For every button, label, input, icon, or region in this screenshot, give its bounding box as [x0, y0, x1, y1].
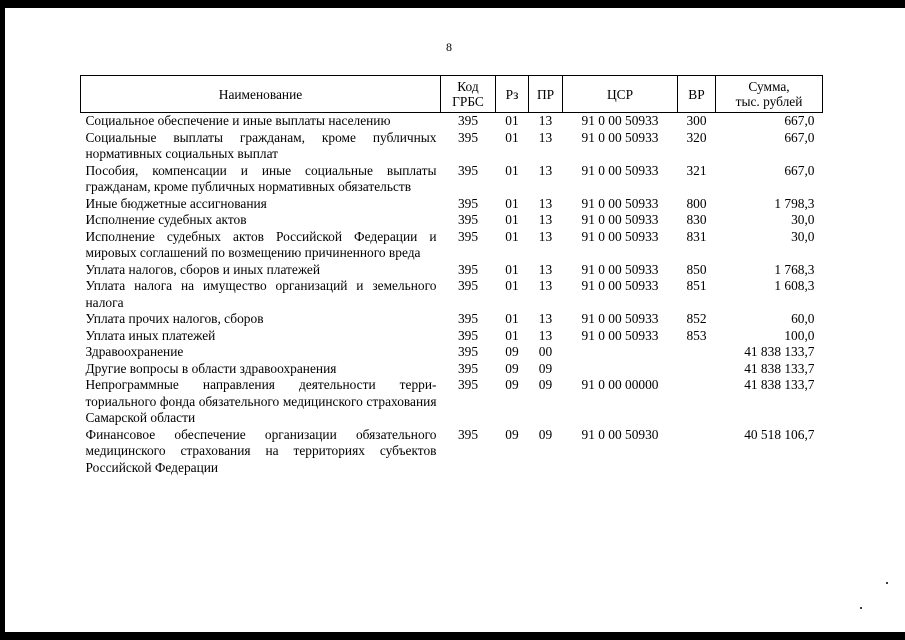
cell-rz: 09 [505, 377, 519, 392]
cell-sum: 100,0 [784, 327, 815, 343]
table-row [81, 427, 823, 477]
cell-grbs: 395 [457, 228, 479, 244]
cell-sum: 667,0 [784, 129, 815, 145]
cell-pr: 13 [538, 278, 553, 293]
cell-pr: 00 [538, 344, 553, 359]
cell-sum: 667,0 [784, 113, 815, 128]
cell-pr: 09 [538, 426, 553, 442]
cell-vr: 321 [686, 162, 707, 178]
cell-name: Финансовое обеспечение организации обязательного медицинского страхования на территориях субъектов Российской Федерации [85, 426, 437, 475]
cell-vr [678, 377, 716, 427]
header-vr: ВР [678, 76, 716, 113]
scan-border-bottom [0, 632, 905, 640]
cell-pr: 13 [538, 212, 553, 227]
table-body [81, 113, 823, 477]
cell-name: Уплата иных платежей [85, 327, 216, 343]
cell-csr: 91 0 00 50933 [581, 195, 659, 211]
cell-sum: 1 798,3 [774, 195, 815, 211]
table-row [81, 344, 823, 361]
cell-csr: 91 0 00 50930 [581, 426, 659, 442]
cell-vr: 300 [686, 113, 707, 128]
scan-speck [886, 582, 888, 584]
table-row [81, 229, 823, 262]
cell-vr [678, 361, 716, 378]
header-name: Наименование [81, 76, 441, 113]
cell-pr: 13 [538, 327, 553, 343]
cell-rz: 01 [505, 311, 519, 326]
cell-pr: 13 [538, 129, 553, 145]
cell-sum: 41 838 133,7 [744, 360, 815, 376]
cell-grbs: 395 [457, 327, 479, 343]
cell-name: Исполнение судебных актов Российской Федерации и мировых соглашений по возмещению причиненного вреда [85, 228, 437, 260]
cell-name: Исполнение судебных актов [85, 212, 247, 227]
cell-grbs: 395 [457, 113, 479, 128]
header-rz: Рз [496, 76, 529, 113]
cell-rz: 01 [505, 278, 519, 293]
header-sum-line1: Сумма, [748, 79, 790, 94]
cell-rz: 09 [505, 426, 519, 442]
cell-name: Уплата налога на имущество организаций и земельного налога [85, 278, 437, 310]
cell-grbs: 395 [457, 278, 479, 293]
header-grbs-line1: Код [457, 79, 479, 94]
table-row [81, 196, 823, 213]
header-grbs [441, 76, 496, 113]
cell-vr: 851 [686, 278, 707, 293]
cell-sum: 60,0 [791, 311, 815, 326]
table-row [81, 311, 823, 328]
cell-vr: 800 [686, 195, 707, 211]
cell-pr: 13 [538, 162, 553, 178]
cell-rz: 09 [505, 344, 519, 359]
cell-name: Социальные выплаты гражданам, кроме публичных нормативных социальных выплат [85, 129, 437, 161]
cell-rz: 01 [505, 327, 519, 343]
cell-pr: 09 [538, 377, 553, 392]
cell-sum: 30,0 [791, 228, 815, 244]
cell-rz: 01 [505, 129, 519, 145]
cell-sum: 667,0 [784, 162, 815, 178]
cell-vr [678, 344, 716, 361]
cell-grbs: 395 [457, 360, 479, 376]
header-pr: ПР [529, 76, 563, 113]
cell-vr: 830 [686, 212, 707, 227]
header-sum-line2: тыс. рублей [735, 94, 803, 109]
cell-grbs: 395 [457, 344, 479, 359]
cell-grbs: 395 [457, 162, 479, 178]
cell-name: Непрограммные направления деятельности терри- ториального фонда обязательного медицинского страхования Самарской области [85, 377, 437, 425]
cell-rz: 09 [505, 360, 519, 376]
cell-sum: 41 838 133,7 [744, 344, 815, 359]
header-grbs-line2: ГРБС [452, 94, 484, 109]
cell-csr [563, 344, 678, 361]
table-row [81, 113, 823, 130]
cell-pr: 13 [538, 228, 553, 244]
cell-pr: 13 [538, 261, 553, 277]
cell-vr: 852 [686, 311, 707, 326]
cell-grbs: 395 [457, 261, 479, 277]
cell-csr: 91 0 00 50933 [581, 327, 659, 343]
cell-name: Здравоохранение [85, 344, 184, 359]
cell-csr: 91 0 00 50933 [581, 162, 659, 178]
cell-rz: 01 [505, 228, 519, 244]
cell-pr: 13 [538, 113, 553, 128]
cell-csr: 91 0 00 50933 [581, 261, 659, 277]
cell-csr [563, 361, 678, 378]
cell-grbs: 395 [457, 377, 479, 392]
table-row [81, 212, 823, 229]
budget-table [80, 75, 823, 476]
cell-name: Пособия, компенсации и иные социальные выплаты гражданам, кроме публичных нормативных обязательств [85, 162, 437, 194]
cell-vr: 853 [686, 327, 707, 343]
cell-name: Уплата налогов, сборов и иных платежей [85, 261, 321, 277]
cell-vr [678, 427, 716, 477]
table-row [81, 361, 823, 378]
cell-vr: 831 [686, 228, 707, 244]
cell-grbs: 395 [457, 212, 479, 227]
cell-rz: 01 [505, 162, 519, 178]
cell-csr: 91 0 00 00000 [581, 377, 659, 392]
scan-speck [860, 607, 862, 609]
page-number: 8 [446, 40, 452, 54]
cell-grbs: 395 [457, 129, 479, 145]
cell-pr: 09 [538, 360, 553, 376]
cell-sum: 41 838 133,7 [744, 377, 815, 392]
cell-grbs: 395 [457, 195, 479, 211]
table-row [81, 262, 823, 279]
table-row [81, 328, 823, 345]
cell-name: Иные бюджетные ассигнования [85, 195, 267, 211]
cell-vr: 850 [686, 261, 707, 277]
table-header-row [81, 76, 823, 113]
cell-sum: 30,0 [791, 212, 815, 227]
cell-csr: 91 0 00 50933 [581, 311, 659, 326]
cell-vr: 320 [686, 129, 707, 145]
cell-pr: 13 [538, 311, 553, 326]
header-csr: ЦСР [563, 76, 678, 113]
cell-name: Социальное обеспечение и иные выплаты населению [85, 113, 391, 128]
cell-csr: 91 0 00 50933 [581, 129, 659, 145]
header-sum [716, 76, 823, 113]
cell-sum: 1 608,3 [774, 278, 815, 293]
scan-border-left [0, 0, 5, 640]
scan-border-top [0, 0, 905, 8]
cell-rz: 01 [505, 261, 519, 277]
table-row [81, 278, 823, 311]
cell-name: Уплата прочих налогов, сборов [85, 311, 264, 326]
cell-grbs: 395 [457, 426, 479, 442]
cell-rz: 01 [505, 212, 519, 227]
cell-csr: 91 0 00 50933 [581, 278, 659, 293]
cell-rz: 01 [505, 113, 519, 128]
cell-csr: 91 0 00 50933 [581, 228, 659, 244]
cell-rz: 01 [505, 195, 519, 211]
cell-csr: 91 0 00 50933 [581, 212, 659, 227]
cell-pr: 13 [538, 195, 553, 211]
cell-csr: 91 0 00 50933 [581, 113, 659, 128]
cell-grbs: 395 [457, 311, 479, 326]
table-row [81, 377, 823, 427]
cell-name: Другие вопросы в области здравоохранения [85, 360, 337, 376]
cell-sum: 1 768,3 [774, 261, 815, 277]
table-row [81, 163, 823, 196]
table-row [81, 130, 823, 163]
cell-sum: 40 518 106,7 [744, 426, 815, 442]
